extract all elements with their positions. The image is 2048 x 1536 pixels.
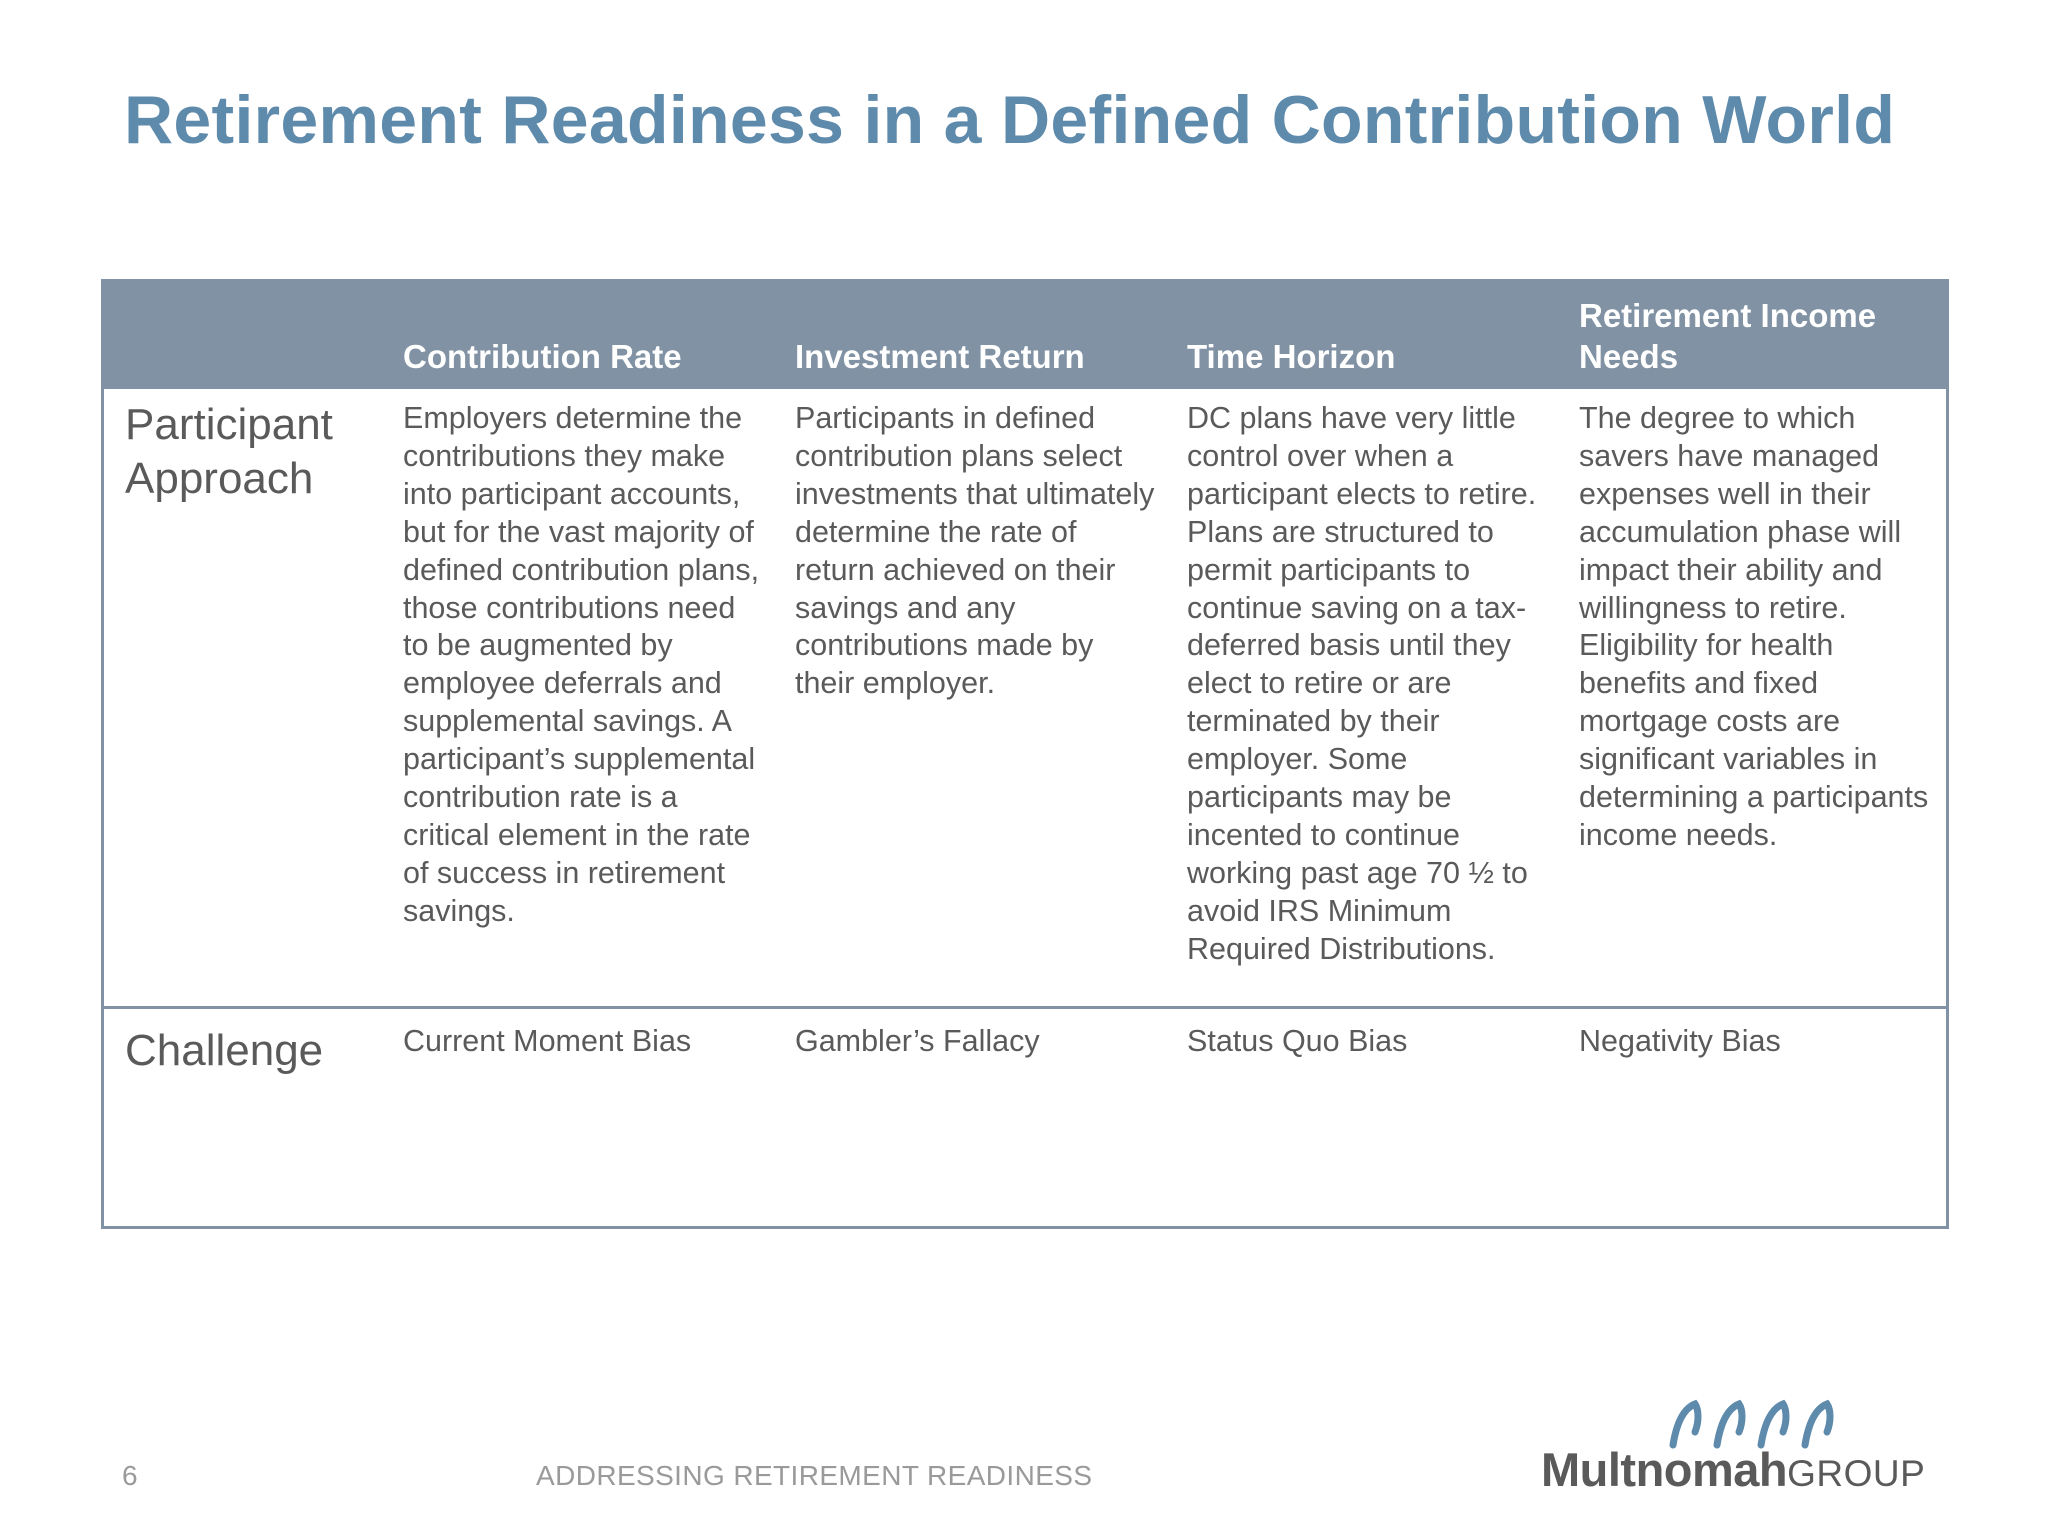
- page-number: 6: [122, 1460, 138, 1491]
- cell-participant-investment-return: Participants in defined contribution plans select investments that ultimately determine the rate of return achieved on their savings and any contributions made by their employer.: [795, 401, 1155, 701]
- table-header-row: [104, 282, 1946, 389]
- readiness-table: [101, 279, 1949, 1229]
- row-label-participant-approach: Participant Approach: [125, 400, 333, 503]
- header-contribution-rate: Contribution Rate: [403, 338, 682, 375]
- cell-challenge-investment-return: Gambler’s Fallacy: [795, 1024, 1040, 1058]
- header-retirement-income-needs: Retirement Income Needs: [1579, 297, 1877, 375]
- cell-participant-income-needs: The degree to which savers have managed expenses well in their accumulation phase will impact their ability and willingness to retire. Eligibility for health benefits and fixed mortgage costs are significant variables in determining a participants income needs.: [1579, 401, 1929, 852]
- logo-name-sub: GROUP: [1787, 1453, 1926, 1494]
- logo-wave-marks-icon: [1655, 1390, 1855, 1450]
- header-time-horizon: Time Horizon: [1187, 338, 1396, 375]
- cell-challenge-income-needs: Negativity Bias: [1579, 1024, 1781, 1058]
- slide-title: Retirement Readiness in a Defined Contribution World: [124, 82, 1896, 158]
- logo-name-main: Multnomah: [1541, 1443, 1788, 1496]
- multnomah-group-logo: [1535, 1390, 1955, 1500]
- footer-section-title: ADDRESSING RETIREMENT READINESS: [536, 1460, 1093, 1491]
- cell-challenge-contribution-rate: Current Moment Bias: [403, 1024, 692, 1058]
- cell-participant-time-horizon: DC plans have very little control over when a participant elects to retire. Plans are structured to permit participants to continue saving on a tax-deferred basis until they elect to retire or are terminated by their employer. Some participants may be incented to continue working past age 70 ½ to avoid IRS Minimum Required Distributions.: [1187, 401, 1537, 966]
- cell-challenge-time-horizon: Status Quo Bias: [1187, 1024, 1408, 1058]
- header-investment-return: Investment Return: [795, 338, 1085, 375]
- row-divider: [104, 1006, 1946, 1009]
- row-label-challenge: Challenge: [125, 1026, 324, 1075]
- cell-participant-contribution-rate: Employers determine the contributions they make into participant accounts, but for the vast majority of defined contribution plans, those contributions need to be augmented by employee deferrals and supplemental savings. A participant’s supplemental contribution rate is a critical element in the rate of success in retirement savings.: [403, 401, 760, 928]
- logo-wordmark: [1541, 1442, 1925, 1497]
